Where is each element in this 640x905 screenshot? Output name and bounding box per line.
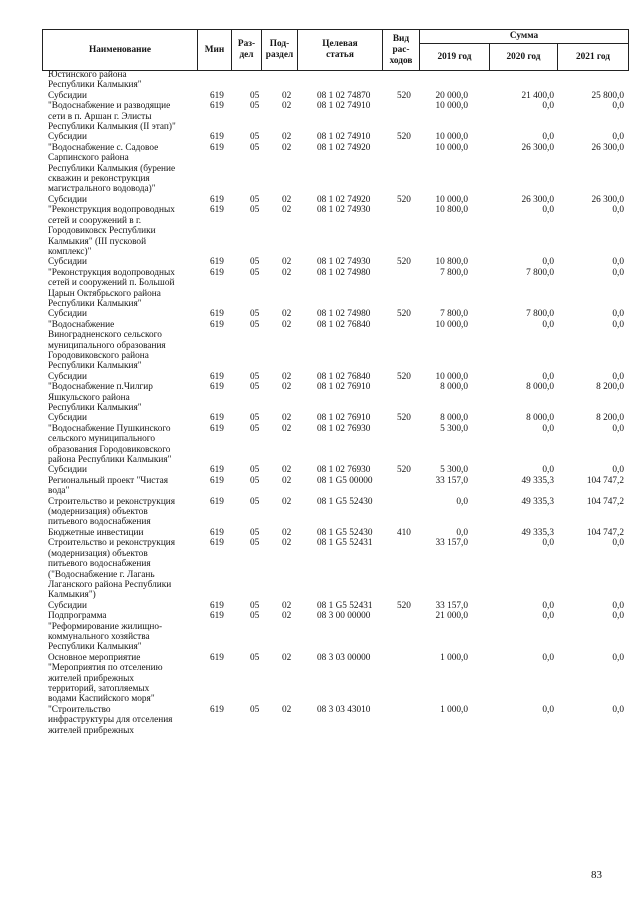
row-min: 619 bbox=[210, 205, 224, 216]
row-podrazdel: 02 bbox=[282, 371, 292, 382]
row-razdel: 05 bbox=[250, 527, 260, 538]
header-vid: Вид рас- ходов bbox=[383, 30, 420, 71]
row-name: "Реконструкция водопроводных сетей и сооружений в г. Городовиковск Республики Калмыкия" (III пусковой комплекс)" bbox=[48, 205, 175, 257]
row-2020: 26 300,0 bbox=[521, 194, 554, 205]
row-razdel: 05 bbox=[250, 267, 260, 278]
row-name: Строительство и реконструкция (модернизация) объектов питьевого водоснабжения ("Водоснабжение г. Лагань Лаганского района Республики Калмыкия") bbox=[48, 538, 176, 601]
row-2020: 0,0 bbox=[542, 611, 554, 622]
row-2019: 0,0 bbox=[456, 496, 468, 507]
row-min: 619 bbox=[210, 319, 224, 330]
row-razdel: 05 bbox=[250, 205, 260, 216]
row-vid: 520 bbox=[397, 465, 411, 476]
row-2019: 10 800,0 bbox=[435, 205, 468, 216]
row-razdel: 05 bbox=[250, 309, 260, 320]
row-podrazdel: 02 bbox=[282, 382, 292, 393]
row-2021: 0,0 bbox=[612, 538, 624, 549]
row-name: Субсидии bbox=[48, 194, 88, 205]
row-min: 619 bbox=[210, 538, 224, 549]
header-min: Мин bbox=[198, 30, 232, 71]
row-2019: 33 157,0 bbox=[435, 600, 468, 611]
row-podrazdel: 02 bbox=[282, 205, 292, 216]
table-row bbox=[0, 601, 640, 611]
row-vid: 520 bbox=[397, 194, 411, 205]
table-row bbox=[0, 205, 640, 257]
row-celevaya: 08 1 02 76840 bbox=[317, 319, 371, 330]
row-razdel: 05 bbox=[250, 496, 260, 507]
row-celevaya: 08 1 02 76910 bbox=[317, 382, 371, 393]
row-razdel: 05 bbox=[250, 600, 260, 611]
row-podrazdel: 02 bbox=[282, 90, 292, 101]
row-razdel: 05 bbox=[250, 538, 260, 549]
table-row bbox=[0, 705, 640, 736]
row-razdel: 05 bbox=[250, 90, 260, 101]
table-row bbox=[0, 101, 640, 132]
row-celevaya: 08 1 02 74980 bbox=[317, 309, 371, 320]
row-min: 619 bbox=[210, 142, 224, 153]
row-2019: 10 000,0 bbox=[435, 142, 468, 153]
table-row bbox=[0, 132, 640, 142]
row-2020: 7 800,0 bbox=[526, 309, 554, 320]
row-2020: 0,0 bbox=[542, 652, 554, 663]
row-razdel: 05 bbox=[250, 101, 260, 112]
header-celevaya: Целевая статья bbox=[298, 30, 383, 71]
row-name: Субсидии bbox=[48, 90, 88, 101]
row-celevaya: 08 1 G5 00000 bbox=[317, 475, 373, 486]
row-2021: 0,0 bbox=[612, 423, 624, 434]
row-2019: 10 000,0 bbox=[435, 132, 468, 143]
row-min: 619 bbox=[210, 652, 224, 663]
row-2021: 0,0 bbox=[612, 257, 624, 268]
row-podrazdel: 02 bbox=[282, 309, 292, 320]
table-row bbox=[0, 372, 640, 382]
header-razdel: Раз- дел bbox=[232, 30, 262, 71]
row-celevaya: 08 1 02 74920 bbox=[317, 142, 371, 153]
row-2020: 0,0 bbox=[542, 423, 554, 434]
row-2021: 0,0 bbox=[612, 309, 624, 320]
table-row bbox=[0, 268, 640, 310]
row-razdel: 05 bbox=[250, 423, 260, 434]
table-row bbox=[0, 70, 640, 91]
row-name: Основное мероприятие "Мероприятия по отселению жителей прибрежных территорий, затопляемых водами Каспийского моря" bbox=[48, 652, 163, 705]
row-name: Строительство и реконструкция (модернизация) объектов питьевого водоснабжения bbox=[48, 496, 176, 528]
row-name: Субсидии bbox=[48, 257, 88, 268]
row-min: 619 bbox=[210, 704, 224, 715]
row-min: 619 bbox=[210, 475, 224, 486]
row-name: "Строительство инфраструктуры для отселения жителей прибрежных bbox=[48, 704, 173, 736]
table-row bbox=[0, 528, 640, 538]
row-2020: 0,0 bbox=[542, 257, 554, 268]
row-vid: 520 bbox=[397, 413, 411, 424]
row-2019: 21 000,0 bbox=[435, 611, 468, 622]
row-min: 619 bbox=[210, 527, 224, 538]
row-2021: 0,0 bbox=[612, 600, 624, 611]
row-name: "Водоснабжение Виноградненского сельского муниципального образования Городовиковского района Республики Калмыкия" bbox=[48, 319, 166, 372]
row-podrazdel: 02 bbox=[282, 496, 292, 507]
table-row bbox=[0, 257, 640, 267]
row-podrazdel: 02 bbox=[282, 101, 292, 112]
row-celevaya: 08 1 02 76840 bbox=[317, 371, 371, 382]
row-2021: 0,0 bbox=[612, 267, 624, 278]
row-min: 619 bbox=[210, 90, 224, 101]
row-2021: 0,0 bbox=[612, 319, 624, 330]
row-2019: 10 000,0 bbox=[435, 371, 468, 382]
row-2019: 33 157,0 bbox=[435, 475, 468, 486]
row-celevaya: 08 3 03 00000 bbox=[317, 652, 371, 663]
row-2019: 8 000,0 bbox=[440, 382, 468, 393]
row-name: Субсидии bbox=[48, 309, 88, 320]
table-row bbox=[0, 91, 640, 101]
row-name: Субсидии bbox=[48, 413, 88, 424]
header-summa: Сумма bbox=[420, 30, 629, 44]
header-podrazdel: Под- раздел bbox=[262, 30, 298, 71]
row-2020: 0,0 bbox=[542, 132, 554, 143]
row-2021: 0,0 bbox=[612, 611, 624, 622]
row-2021: 26 300,0 bbox=[591, 194, 624, 205]
row-2021: 104 747,2 bbox=[586, 496, 624, 507]
row-2019: 1 000,0 bbox=[440, 704, 468, 715]
row-min: 619 bbox=[210, 600, 224, 611]
table-row bbox=[0, 476, 640, 497]
row-min: 619 bbox=[210, 423, 224, 434]
row-2021: 0,0 bbox=[612, 101, 624, 112]
table-row bbox=[0, 309, 640, 319]
row-min: 619 bbox=[210, 309, 224, 320]
header-2021: 2021 год bbox=[558, 44, 629, 71]
row-podrazdel: 02 bbox=[282, 652, 292, 663]
row-min: 619 bbox=[210, 257, 224, 268]
row-podrazdel: 02 bbox=[282, 194, 292, 205]
row-2021: 0,0 bbox=[612, 652, 624, 663]
page-number: 83 bbox=[591, 869, 602, 881]
row-min: 619 bbox=[210, 413, 224, 424]
row-2019: 0,0 bbox=[456, 527, 468, 538]
row-2021: 8 200,0 bbox=[596, 382, 624, 393]
row-podrazdel: 02 bbox=[282, 704, 292, 715]
row-razdel: 05 bbox=[250, 194, 260, 205]
row-2019: 1 000,0 bbox=[440, 652, 468, 663]
row-razdel: 05 bbox=[250, 475, 260, 486]
row-razdel: 05 bbox=[250, 257, 260, 268]
row-podrazdel: 02 bbox=[282, 423, 292, 434]
row-min: 619 bbox=[210, 371, 224, 382]
row-podrazdel: 02 bbox=[282, 611, 292, 622]
row-podrazdel: 02 bbox=[282, 132, 292, 143]
row-celevaya: 08 3 00 00000 bbox=[317, 611, 371, 622]
row-razdel: 05 bbox=[250, 465, 260, 476]
row-podrazdel: 02 bbox=[282, 475, 292, 486]
row-name: "Реконструкция водопроводных сетей и сооружений п. Большой Царын Октябрьского района Республики Калмыкия" bbox=[48, 267, 175, 309]
row-min: 619 bbox=[210, 194, 224, 205]
row-2020: 49 335,3 bbox=[521, 496, 554, 507]
table-row bbox=[0, 465, 640, 475]
row-2019: 20 000,0 bbox=[435, 90, 468, 101]
table-body bbox=[0, 70, 640, 736]
row-name: Субсидии bbox=[48, 465, 88, 476]
row-name: Юстинского района Республики Калмыкия" bbox=[48, 70, 142, 91]
row-razdel: 05 bbox=[250, 704, 260, 715]
row-2019: 8 000,0 bbox=[440, 413, 468, 424]
row-vid: 520 bbox=[397, 132, 411, 143]
row-celevaya: 08 1 02 74930 bbox=[317, 257, 371, 268]
row-name: Подпрограмма "Реформирование жилищно- коммунального хозяйства Республики Калмыкия" bbox=[48, 611, 163, 653]
row-name: "Водоснабжение и разводящие сети в п. Аршан г. Элисты Республики Калмыкия (II этап)" bbox=[48, 101, 176, 133]
row-min: 619 bbox=[210, 382, 224, 393]
row-razdel: 05 bbox=[250, 132, 260, 143]
row-celevaya: 08 1 02 74910 bbox=[317, 132, 371, 143]
row-2021: 26 300,0 bbox=[591, 142, 624, 153]
row-min: 619 bbox=[210, 132, 224, 143]
row-2020: 0,0 bbox=[542, 205, 554, 216]
row-min: 619 bbox=[210, 101, 224, 112]
table-row bbox=[0, 497, 640, 528]
row-2021: 0,0 bbox=[612, 704, 624, 715]
row-celevaya: 08 1 G5 52431 bbox=[317, 538, 373, 549]
table-row bbox=[0, 143, 640, 195]
row-name: "Водоснабжение с. Садовое Сарпинского района Республики Калмыкия (бурение скважин и реконструкция магистрального водовода)" bbox=[48, 142, 176, 195]
row-min: 619 bbox=[210, 611, 224, 622]
row-2020: 8 000,0 bbox=[526, 413, 554, 424]
row-name: Субсидии bbox=[48, 371, 88, 382]
row-vid: 520 bbox=[397, 371, 411, 382]
row-celevaya: 08 3 03 43010 bbox=[317, 704, 371, 715]
row-2019: 5 300,0 bbox=[440, 465, 468, 476]
table-row bbox=[0, 382, 640, 413]
row-2020: 0,0 bbox=[542, 704, 554, 715]
row-2019: 10 800,0 bbox=[435, 257, 468, 268]
row-celevaya: 08 1 G5 52431 bbox=[317, 600, 373, 611]
row-podrazdel: 02 bbox=[282, 142, 292, 153]
row-celevaya: 08 1 02 74980 bbox=[317, 267, 371, 278]
row-celevaya: 08 1 02 74910 bbox=[317, 101, 371, 112]
table-header bbox=[42, 29, 629, 71]
table-row bbox=[0, 195, 640, 205]
row-vid: 410 bbox=[397, 527, 411, 538]
row-2020: 21 400,0 bbox=[521, 90, 554, 101]
row-name: "Водоснабжение п.Чилгир Яшкульского района Республики Калмыкия" bbox=[48, 382, 153, 413]
row-razdel: 05 bbox=[250, 611, 260, 622]
row-2019: 7 800,0 bbox=[440, 267, 468, 278]
row-2019: 5 300,0 bbox=[440, 423, 468, 434]
table-row bbox=[0, 538, 640, 600]
row-podrazdel: 02 bbox=[282, 413, 292, 424]
row-2020: 0,0 bbox=[542, 538, 554, 549]
row-2021: 0,0 bbox=[612, 371, 624, 382]
row-2020: 0,0 bbox=[542, 465, 554, 476]
row-celevaya: 08 1 G5 52430 bbox=[317, 527, 373, 538]
row-2021: 0,0 bbox=[612, 205, 624, 216]
row-celevaya: 08 1 02 74930 bbox=[317, 205, 371, 216]
row-2019: 10 000,0 bbox=[435, 194, 468, 205]
row-vid: 520 bbox=[397, 257, 411, 268]
row-2020: 8 000,0 bbox=[526, 382, 554, 393]
row-2020: 0,0 bbox=[542, 101, 554, 112]
row-celevaya: 08 1 G5 52430 bbox=[317, 496, 373, 507]
table-row bbox=[0, 611, 640, 653]
row-2019: 7 800,0 bbox=[440, 309, 468, 320]
row-2020: 0,0 bbox=[542, 319, 554, 330]
table-row bbox=[0, 413, 640, 423]
table-row bbox=[0, 653, 640, 705]
row-razdel: 05 bbox=[250, 413, 260, 424]
row-celevaya: 08 1 02 76930 bbox=[317, 423, 371, 434]
row-name: Бюджетные инвестиции bbox=[48, 527, 144, 538]
row-podrazdel: 02 bbox=[282, 600, 292, 611]
row-2019: 10 000,0 bbox=[435, 319, 468, 330]
row-2021: 8 200,0 bbox=[596, 413, 624, 424]
row-2020: 49 335,3 bbox=[521, 527, 554, 538]
row-podrazdel: 02 bbox=[282, 538, 292, 549]
row-podrazdel: 02 bbox=[282, 465, 292, 476]
row-podrazdel: 02 bbox=[282, 267, 292, 278]
row-celevaya: 08 1 02 76910 bbox=[317, 413, 371, 424]
row-2020: 49 335,3 bbox=[521, 475, 554, 486]
row-2019: 33 157,0 bbox=[435, 538, 468, 549]
row-2019: 10 000,0 bbox=[435, 101, 468, 112]
row-vid: 520 bbox=[397, 600, 411, 611]
row-razdel: 05 bbox=[250, 319, 260, 330]
row-2021: 25 800,0 bbox=[591, 90, 624, 101]
row-2020: 26 300,0 bbox=[521, 142, 554, 153]
table-row bbox=[0, 424, 640, 466]
row-celevaya: 08 1 02 74920 bbox=[317, 194, 371, 205]
table-row bbox=[0, 320, 640, 372]
row-razdel: 05 bbox=[250, 142, 260, 153]
row-2021: 104 747,2 bbox=[586, 527, 624, 538]
row-podrazdel: 02 bbox=[282, 527, 292, 538]
row-vid: 520 bbox=[397, 90, 411, 101]
row-min: 619 bbox=[210, 267, 224, 278]
header-2019: 2019 год bbox=[420, 44, 490, 71]
row-podrazdel: 02 bbox=[282, 319, 292, 330]
row-name: Субсидии bbox=[48, 132, 88, 143]
row-2020: 0,0 bbox=[542, 600, 554, 611]
row-2020: 0,0 bbox=[542, 371, 554, 382]
row-razdel: 05 bbox=[250, 382, 260, 393]
row-celevaya: 08 1 02 76930 bbox=[317, 465, 371, 476]
row-vid: 520 bbox=[397, 309, 411, 320]
row-podrazdel: 02 bbox=[282, 257, 292, 268]
row-name: "Водоснабжение Пушкинского сельского муниципального образования Городовиковского района Республики Калмыкия" bbox=[48, 423, 172, 466]
row-razdel: 05 bbox=[250, 371, 260, 382]
row-celevaya: 08 1 02 74870 bbox=[317, 90, 371, 101]
header-2020: 2020 год bbox=[490, 44, 558, 71]
row-2021: 0,0 bbox=[612, 132, 624, 143]
row-2021: 0,0 bbox=[612, 465, 624, 476]
header-name: Наименование bbox=[43, 30, 198, 71]
row-name: Субсидии bbox=[48, 600, 88, 611]
row-razdel: 05 bbox=[250, 652, 260, 663]
row-min: 619 bbox=[210, 496, 224, 507]
row-min: 619 bbox=[210, 465, 224, 476]
row-2021: 104 747,2 bbox=[586, 475, 624, 486]
row-2020: 7 800,0 bbox=[526, 267, 554, 278]
row-name: Региональный проект "Чистая вода" bbox=[48, 475, 169, 497]
